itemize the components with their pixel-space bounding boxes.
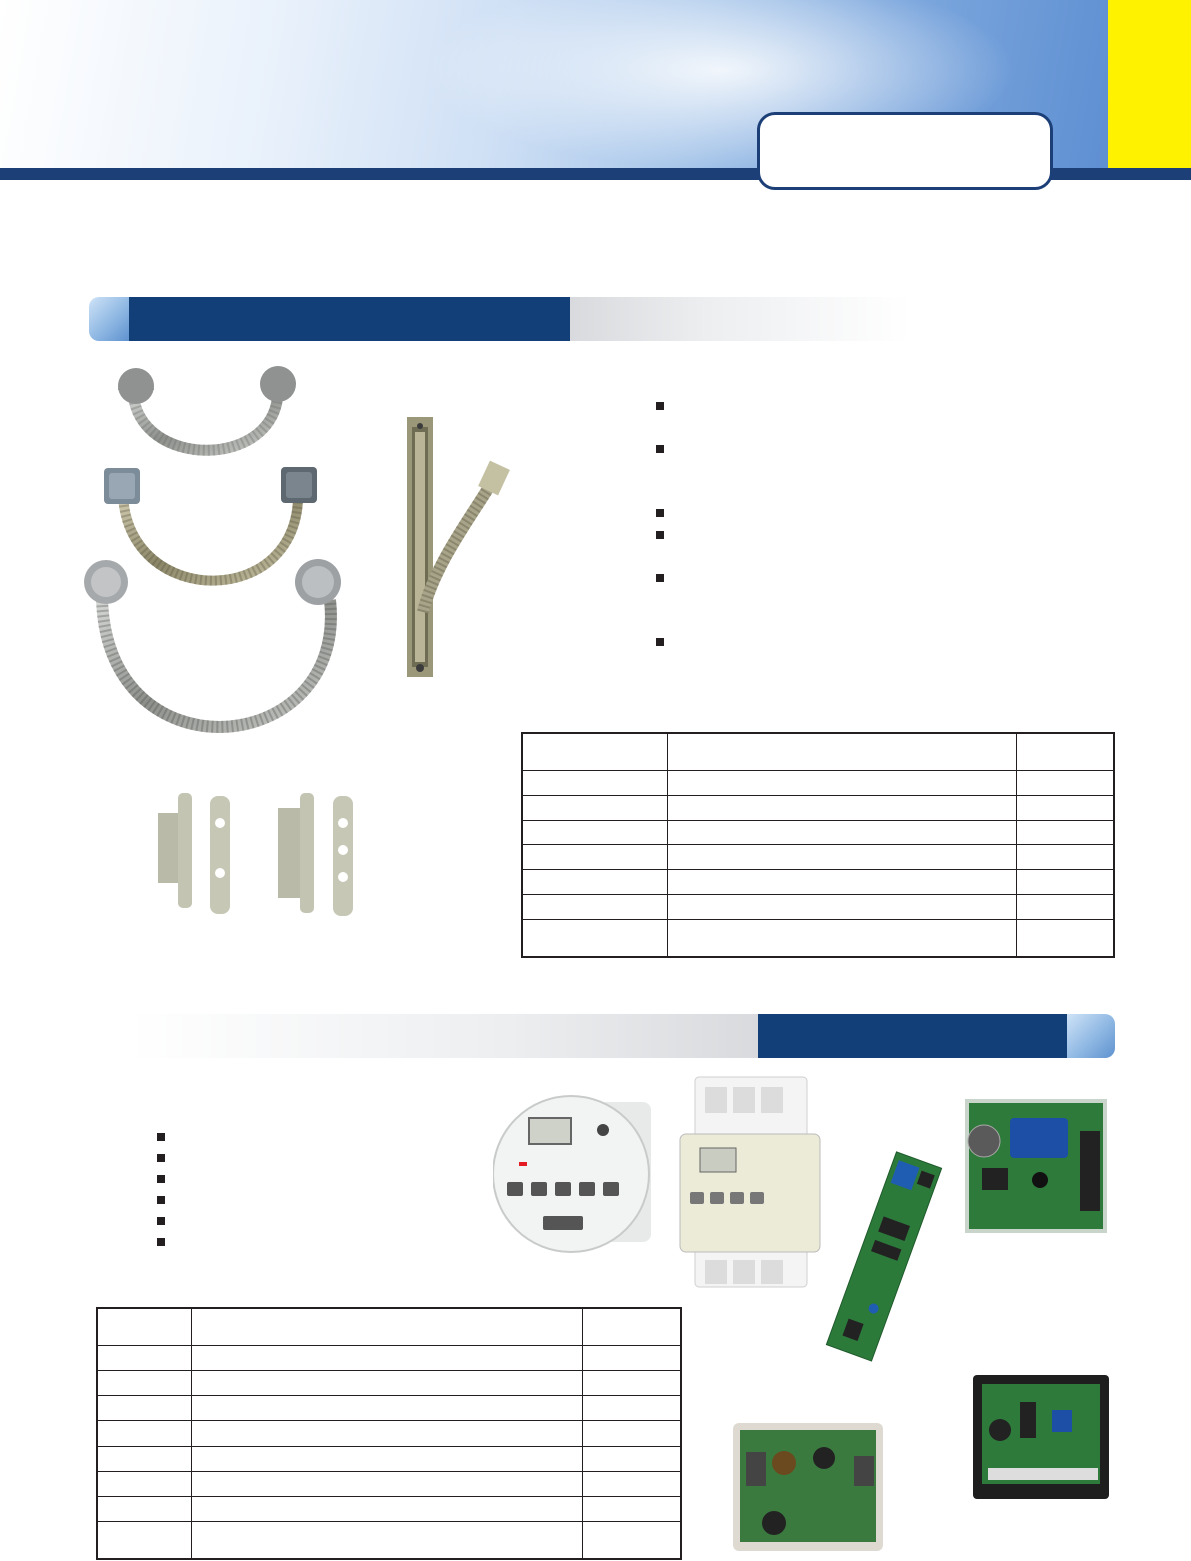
table-cell [1017,820,1115,845]
table-cell [522,870,668,895]
table-row [522,733,1114,770]
table-cell [583,1446,682,1471]
section2-bar-cap [1067,1014,1115,1058]
table-row [97,1471,681,1496]
table-row [97,1396,681,1421]
table-cell [97,1421,192,1446]
table-row [97,1346,681,1371]
section2-spec-table [96,1307,682,1560]
control-board-icon [970,1372,1112,1502]
table-row [97,1446,681,1471]
section1-bar-fade [570,297,910,341]
header-title-tab [757,112,1053,190]
table-cell [583,1496,682,1521]
table-cell [1017,845,1115,870]
section2-bullet-marker [157,1175,165,1183]
table-cell [97,1371,192,1396]
table-cell [668,845,1017,870]
table-cell [1017,770,1115,795]
table-cell [192,1496,583,1521]
table-cell [522,845,668,870]
table-cell [583,1521,682,1559]
table-cell [522,770,668,795]
section1-bullet-marker [656,574,664,582]
section1-bullet-marker [656,531,664,539]
table-cell [192,1371,583,1396]
table-row [522,770,1114,795]
power-module-icon [728,1418,888,1556]
table-cell [583,1371,682,1396]
table-row [522,820,1114,845]
table-cell [97,1471,192,1496]
table-cell [97,1396,192,1421]
section1-bullet-marker [656,445,664,453]
table-cell [668,733,1017,770]
table-cell [97,1346,192,1371]
section2-bullet-marker [157,1196,165,1204]
section1-spec-table [521,732,1115,958]
table-cell [97,1308,192,1346]
table-cell [583,1396,682,1421]
table-cell [192,1471,583,1496]
timer-circuit-board-icon [820,1150,955,1365]
section1-bullet-marker [656,402,664,410]
table-row [97,1421,681,1446]
section2-bar-fade [130,1014,760,1058]
table-cell [1017,895,1115,920]
table-cell [522,733,668,770]
table-cell [522,920,668,957]
section1-bar-cap [89,297,129,341]
section-tab-marker [1108,0,1191,168]
table-cell [522,820,668,845]
digital-timer-icon [493,1090,661,1258]
table-cell [192,1446,583,1471]
table-row [97,1496,681,1521]
section2-bullet-marker [157,1217,165,1225]
section2-title-bar [758,1014,1068,1058]
table-row [97,1521,681,1559]
table-cell [668,770,1017,795]
table-cell [522,795,668,820]
table-cell [668,870,1017,895]
table-cell [583,1346,682,1371]
table-cell [668,820,1017,845]
table-cell [192,1396,583,1421]
table-cell [583,1471,682,1496]
door-loop-cable-icon [78,360,368,745]
section2-bullet-marker [157,1154,165,1162]
table-cell [192,1308,583,1346]
section1-title-bar [128,297,570,341]
table-cell [97,1496,192,1521]
table-cell [97,1521,192,1559]
table-cell [583,1308,682,1346]
table-cell [1017,733,1115,770]
table-row [522,795,1114,820]
section1-bullet-marker [656,638,664,646]
table-cell [192,1421,583,1446]
table-cell [192,1521,583,1559]
table-cell [1017,870,1115,895]
table-cell [97,1446,192,1471]
section1-bullet-marker [656,509,664,517]
table-cell [1017,920,1115,957]
section2-bullet-marker [157,1238,165,1246]
armored-door-cord-icon [395,412,515,682]
section2-bullet-marker [157,1133,165,1141]
table-cell [668,795,1017,820]
table-cell [668,920,1017,957]
table-row [522,845,1114,870]
table-cell [583,1421,682,1446]
table-cell [1017,795,1115,820]
din-rail-timer-icon [675,1072,830,1292]
table-cell [522,895,668,920]
table-row [522,870,1114,895]
table-row [97,1371,681,1396]
table-cell [192,1346,583,1371]
table-row [522,920,1114,957]
table-row [522,895,1114,920]
table-cell [668,895,1017,920]
magnetic-contact-icon [150,788,365,918]
relay-module-icon [962,1096,1110,1236]
table-row [97,1308,681,1346]
